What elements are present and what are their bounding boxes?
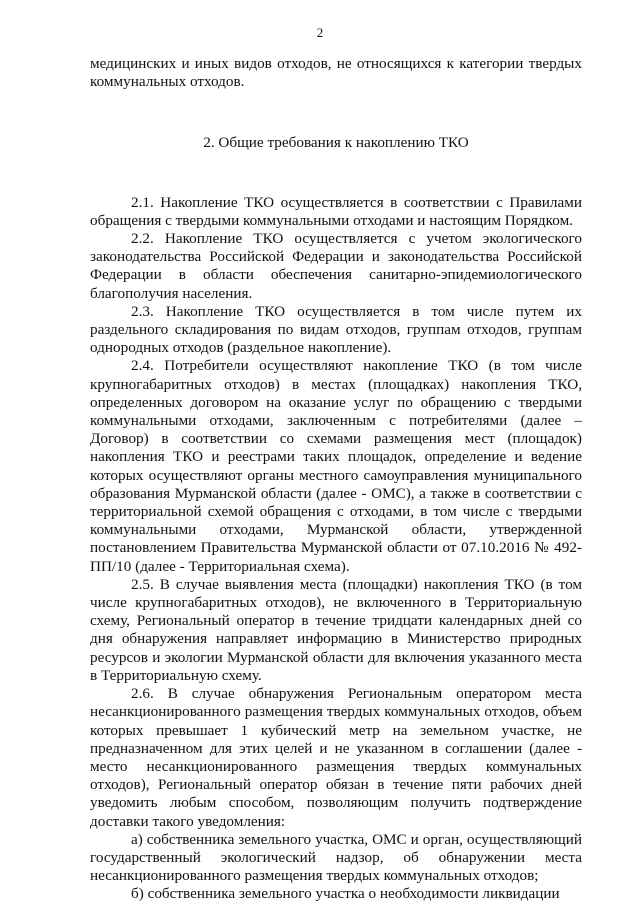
paragraph-2-1: 2.1. Накопление ТКО осуществляется в соответствии с Правилами обращения с твердыми коммунальными отходами и настоящим Порядком.	[90, 193, 582, 229]
page-number: 2	[316, 25, 324, 40]
list-item-a: а) собственника земельного участка, ОМС и орган, осуществляющий государственный экологический надзор, об обнаружении места несанкционированного размещения твердых коммунальных отходов;	[90, 830, 582, 885]
paragraph-2-4: 2.4. Потребители осуществляют накопление ТКО (в том числе крупногабаритных отходов) в местах (площадках) накопления ТКО, определенных договором на оказание услуг по обращению с твердыми коммунальными отходами, заключенным с потребителями (далее – Договор) в соответствии со схемами размещения мест (площадок) накопления ТКО и реестрами таких площадок, определение и ведение которых осуществляют органы местного самоуправления муниципального образования Мурманской области (далее - ОМС), а также в соответствии с территориальной схемой обращения с отходами, в том числе с твердыми коммунальными отходами, Мурманской области, утвержденной постановлением Правительства Мурманской области от 07.10.2016 № 492-ПП/10 (далее - Территориальная схема).	[90, 357, 582, 575]
paragraph-2-5: 2.5. В случае выявления места (площадки) накопления ТКО (в том числе крупногабаритных отходов), не включенного в Территориальную схему, Региональный оператор в течение тридцати календарных дней со дня обнаружения направляет информацию в Министерство природных ресурсов и экологии Мурманской области для включения указанного места в Территориальную схему.	[90, 575, 582, 684]
paragraph-2-3: 2.3. Накопление ТКО осуществляется в том числе путем их раздельного складирования по видам отходов, группам отходов, группам однородных отходов (раздельное накопление).	[90, 302, 582, 357]
continued-paragraph: медицинских и иных видов отходов, не относящихся к категории твердых коммунальных отходов.	[90, 55, 582, 91]
section-heading: 2. Общие требования к накоплению ТКО	[203, 134, 469, 152]
paragraph-2-6: 2.6. В случае обнаружения Региональным оператором места несанкционированного размещения твердых коммунальных отходов, объем которых превышает 1 кубический метр на земельном участке, не предназначенном для этих целей и не указанном в соглашении (далее - место несанкционированного размещения твердых коммунальных отходов), Региональный оператор обязан в течение пяти рабочих дней уведомить любым способом, позволяющим получить подтверждение доставки такого уведомления:	[90, 685, 582, 830]
paragraph-2-2: 2.2. Накопление ТКО осуществляется с учетом экологического законодательства Российской Федерации и законодательства Российской Федерации в области обеспечения санитарно-эпидемиологического благополучия населения.	[90, 230, 582, 302]
list-item-b: б) собственника земельного участка о необходимости ликвидации	[131, 885, 560, 903]
document-body	[90, 55, 582, 904]
